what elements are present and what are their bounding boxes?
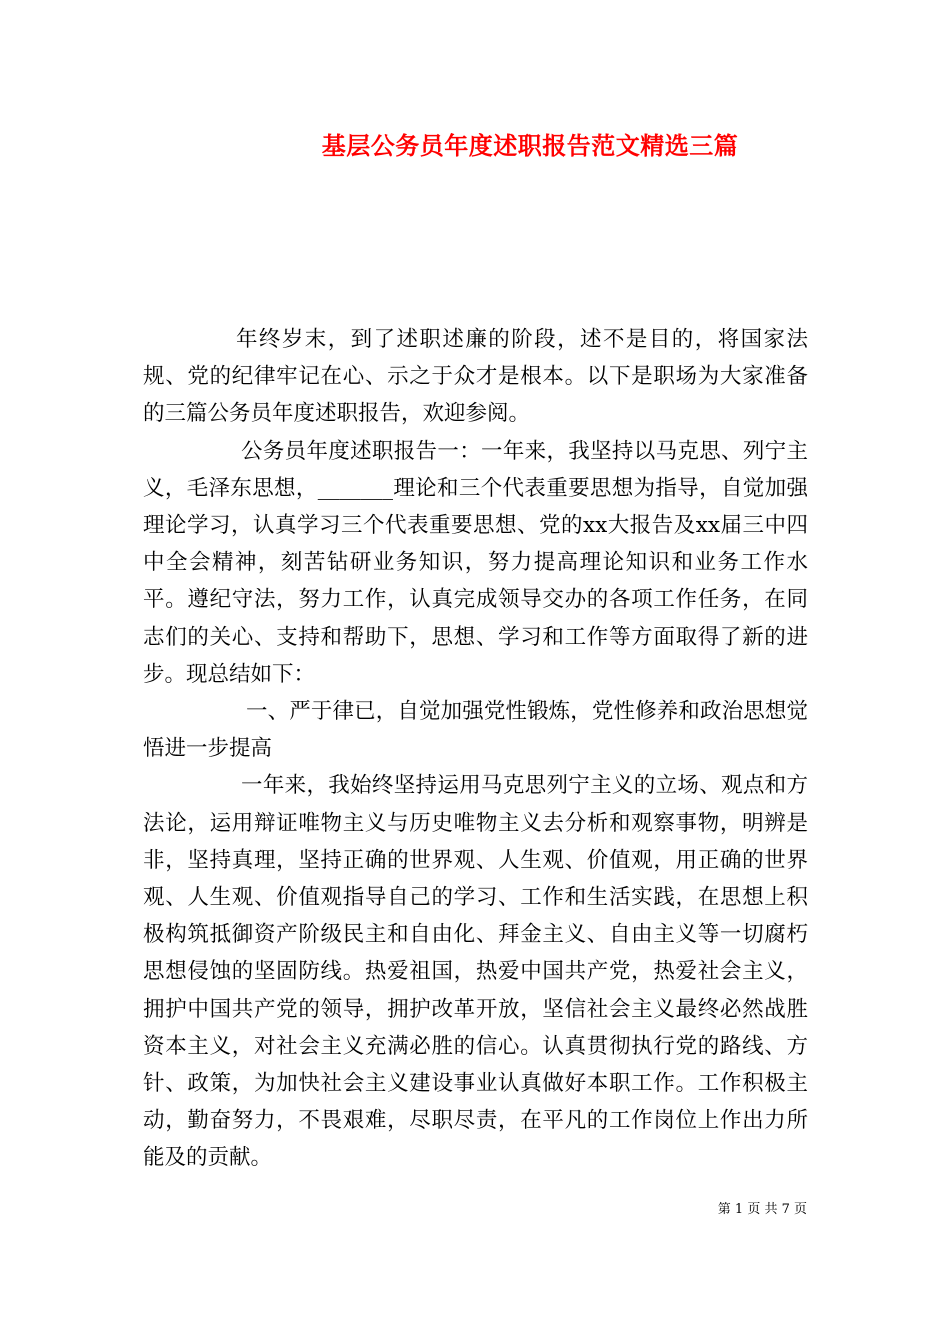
paragraph-intro: 年终岁末，到了述职述廉的阶段，述不是目的，将国家法规、党的纪律牢记在心、示之于众才是根本。以下是职场为大家准备的三篇公务员年度述职报告，欢迎参阅。 <box>143 327 808 427</box>
page-number-footer: 第 1 页 共 7 页 <box>717 1202 807 1217</box>
document-body <box>143 321 808 1177</box>
section-heading-one: 一、严于律已，自觉加强党性锻炼，党性修养和政治思想觉悟进一步提高 <box>143 699 808 762</box>
paragraph-report-one: 公务员年度述职报告一：一年来，我坚持以马克思、列宁主义，毛泽东思想，_______理论和三个代表重要思想为指导，自觉加强理论学习，认真学习三个代表重要思想、党的xx大报告及xx届三中四中全会精神，刻苦钻研业务知识，努力提高理论知识和业务工作水平。遵纪守法，努力工作，认真完成领导交办的各项工作任务，在同志们的关心、支持和帮助下，思想、学习和工作等方面取得了新的进步。现总结如下： <box>143 438 808 687</box>
document-title: 基层公务员年度述职报告范文精选三篇 <box>321 131 739 160</box>
paragraph-section-one: 一年来，我始终坚持运用马克思列宁主义的立场、观点和方法论，运用辩证唯物主义与历史唯物主义去分析和观察事物，明辨是非，坚持真理，坚持正确的世界观、人生观、价值观，用正确的世界观、人生观、价值观指导自己的学习、工作和生活实践，在思想上积极构筑抵御资产阶级民主和自由化、拜金主义、自由主义等一切腐朽思想侵蚀的坚固防线。热爱祖国，热爱中国共产党，热爱社会主义，拥护中国共产党的领导，拥护改革开放，坚信社会主义最终必然战胜资本主义，对社会主义充满必胜的信心。认真贯彻执行党的路线、方针、政策，为加快社会主义建设事业认真做好本职工作。工作积极主动，勤奋努力，不畏艰难，尽职尽责，在平凡的工作岗位上作出力所能及的贡献。 <box>143 773 808 1171</box>
